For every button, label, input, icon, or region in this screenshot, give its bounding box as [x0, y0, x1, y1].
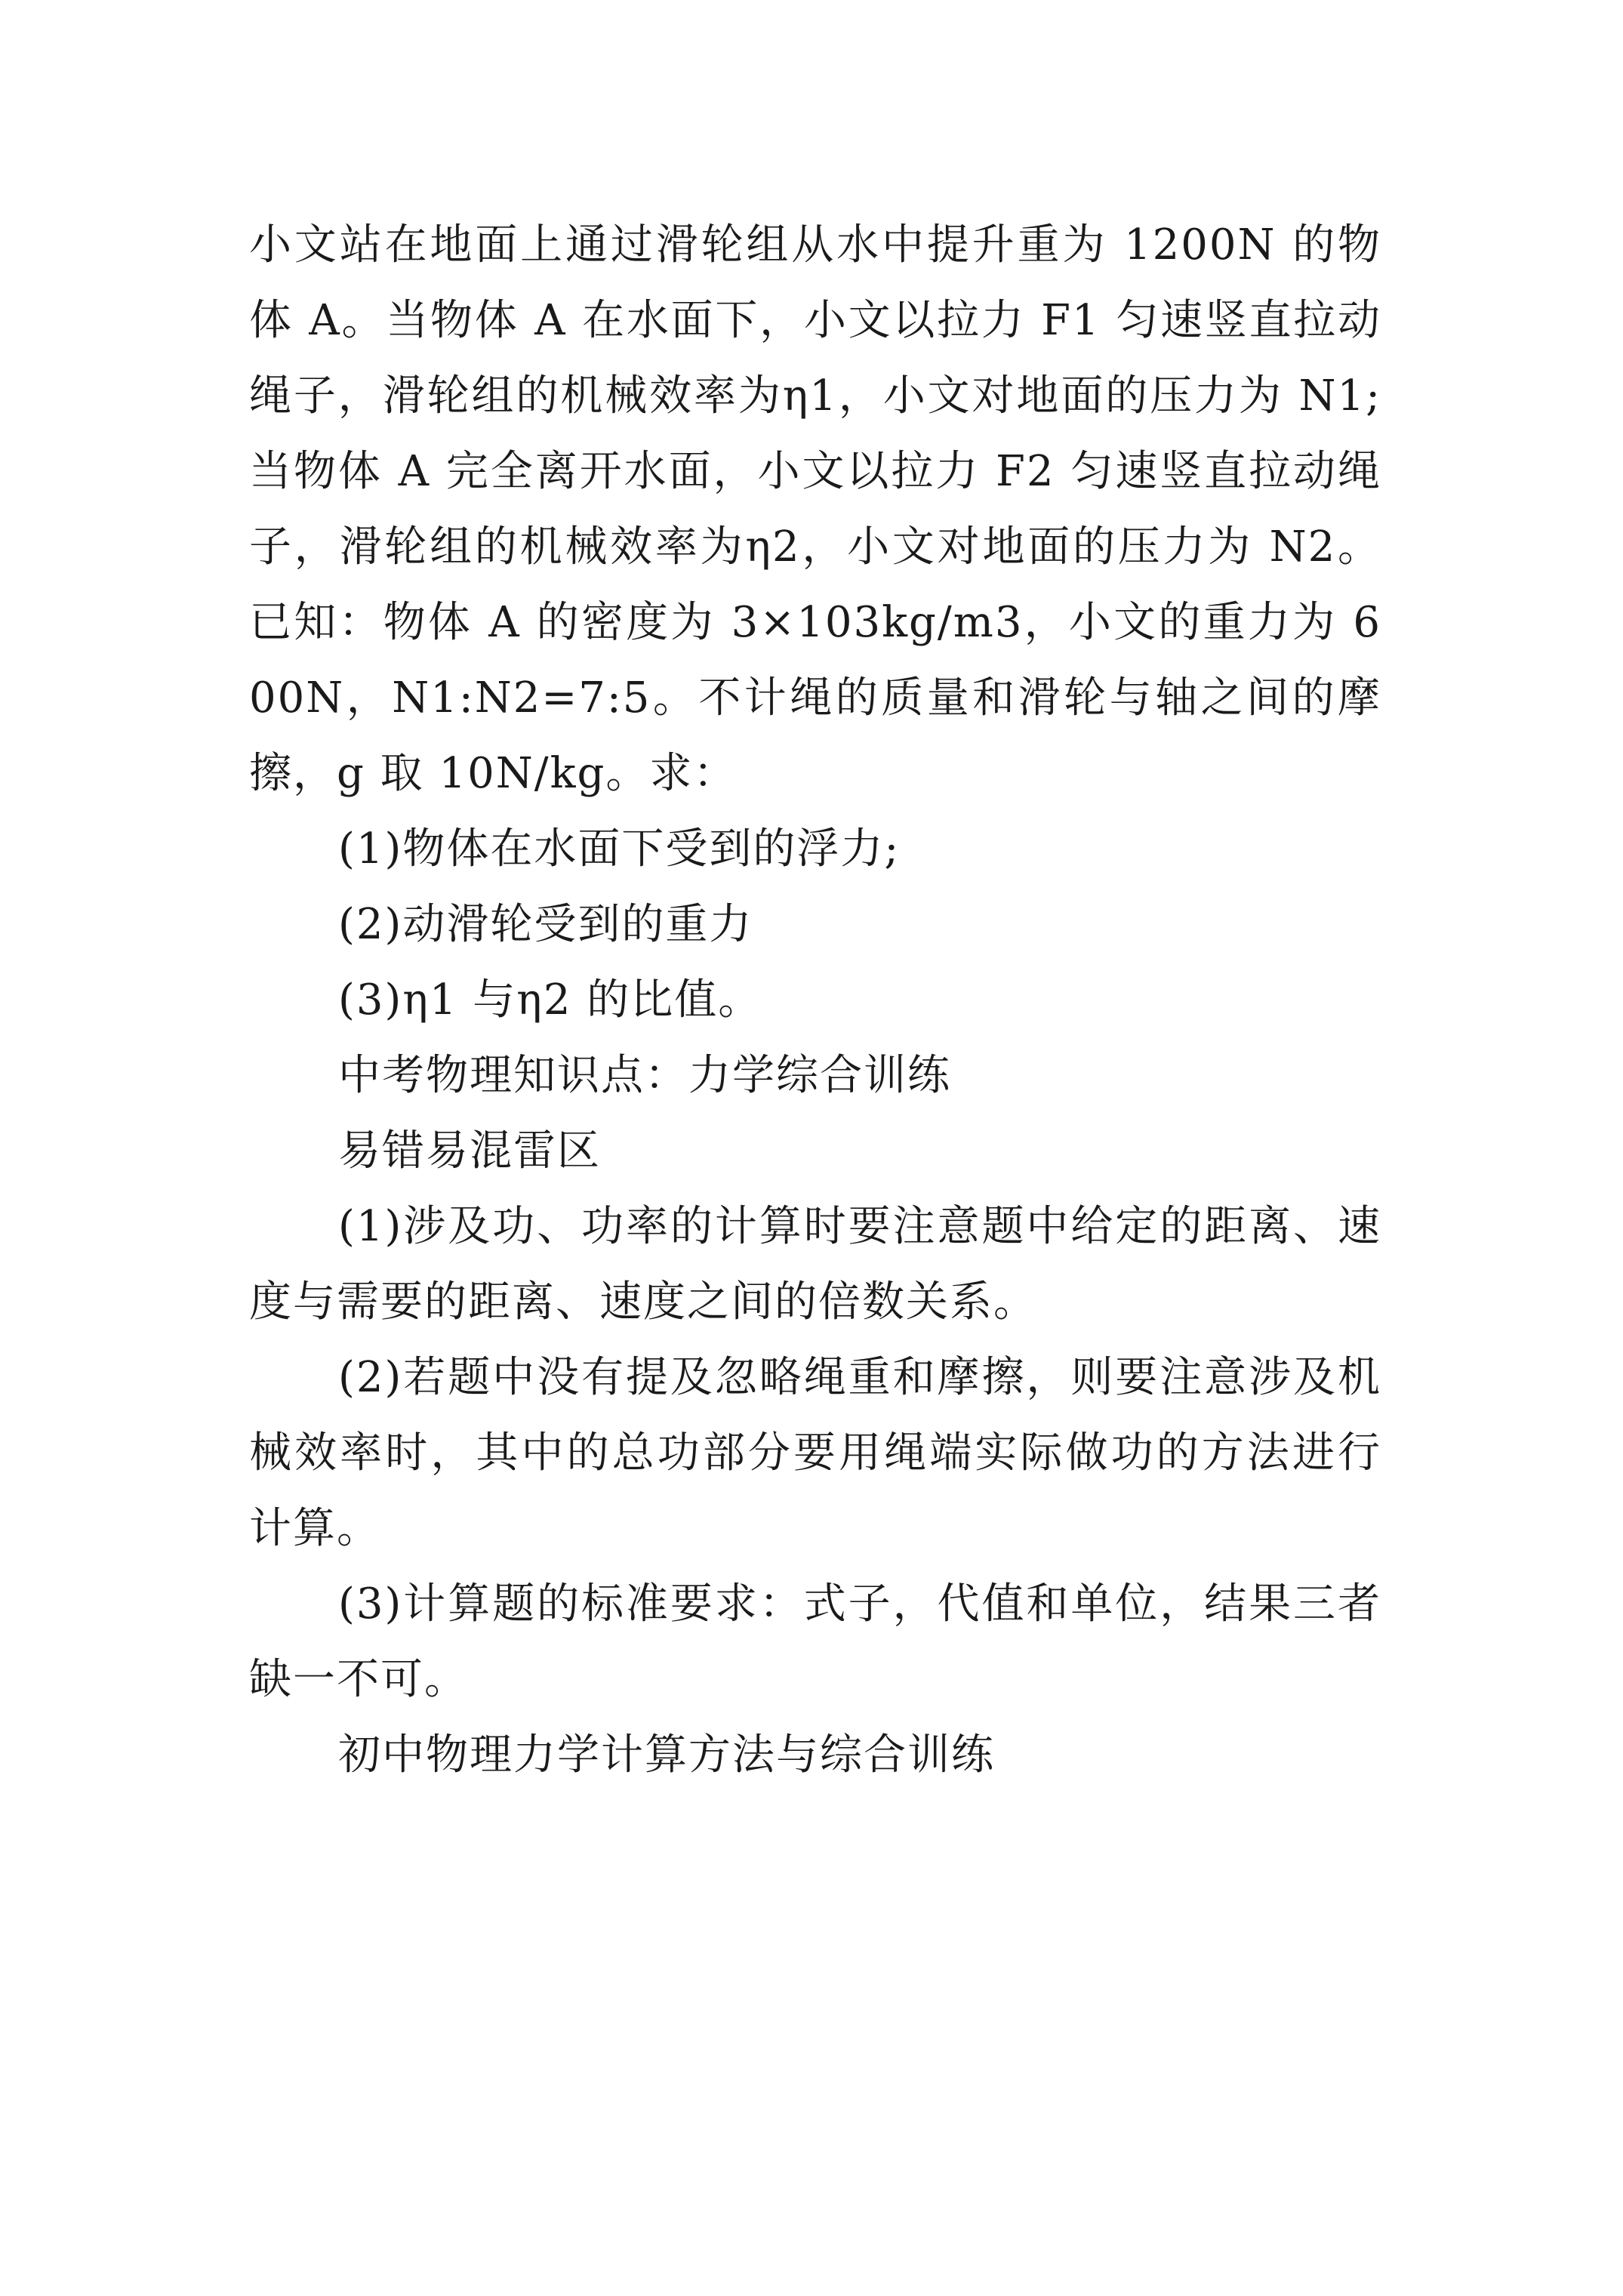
section-title: 中考物理知识点：力学综合训练	[338, 1051, 951, 1100]
subsection-title: 易错易混雷区	[338, 1126, 601, 1176]
question-3-paragraph: (3)η1 与η2 的比值。	[338, 975, 762, 1025]
document-body	[249, 208, 1381, 1793]
note-1-paragraph: (1)涉及功、功率的计算时要注意题中给定的距离、速度与需要的距离、速度之间的倍数关系。	[249, 1202, 1381, 1327]
question-2-paragraph: (2)动滑轮受到的重力	[338, 900, 753, 949]
problem-statement-paragraph: 小文站在地面上通过滑轮组从水中提升重为 1200N 的物体 A。当物体 A 在水面下，小文以拉力 F1 匀速竖直拉动绳子，滑轮组的机械效率为η1，小文对地面的压力为 N1;当物体 A 完全离开水面，小文以拉力 F2 匀速竖直拉动绳子，滑轮组的机械效率为η2，小文对地面的压力为 N2。已知：物体 A 的密度为 3×103kg/m3，小文的重力为 600N，N1:N2=7:5。不计绳的质量和滑轮与轴之间的摩擦，g 取 10N/kg。求：	[249, 220, 1381, 798]
question-1-paragraph: (1)物体在水面下受到的浮力;	[338, 824, 901, 874]
closing-title: 初中物理力学计算方法与综合训练	[338, 1730, 995, 1780]
note-2-paragraph: (2)若题中没有提及忽略绳重和摩擦，则要注意涉及机械效率时，其中的总功部分要用绳端实际做功的方法进行计算。	[249, 1353, 1381, 1553]
note-3-paragraph: (3)计算题的标准要求：式子，代值和单位，结果三者缺一不可。	[249, 1579, 1381, 1704]
